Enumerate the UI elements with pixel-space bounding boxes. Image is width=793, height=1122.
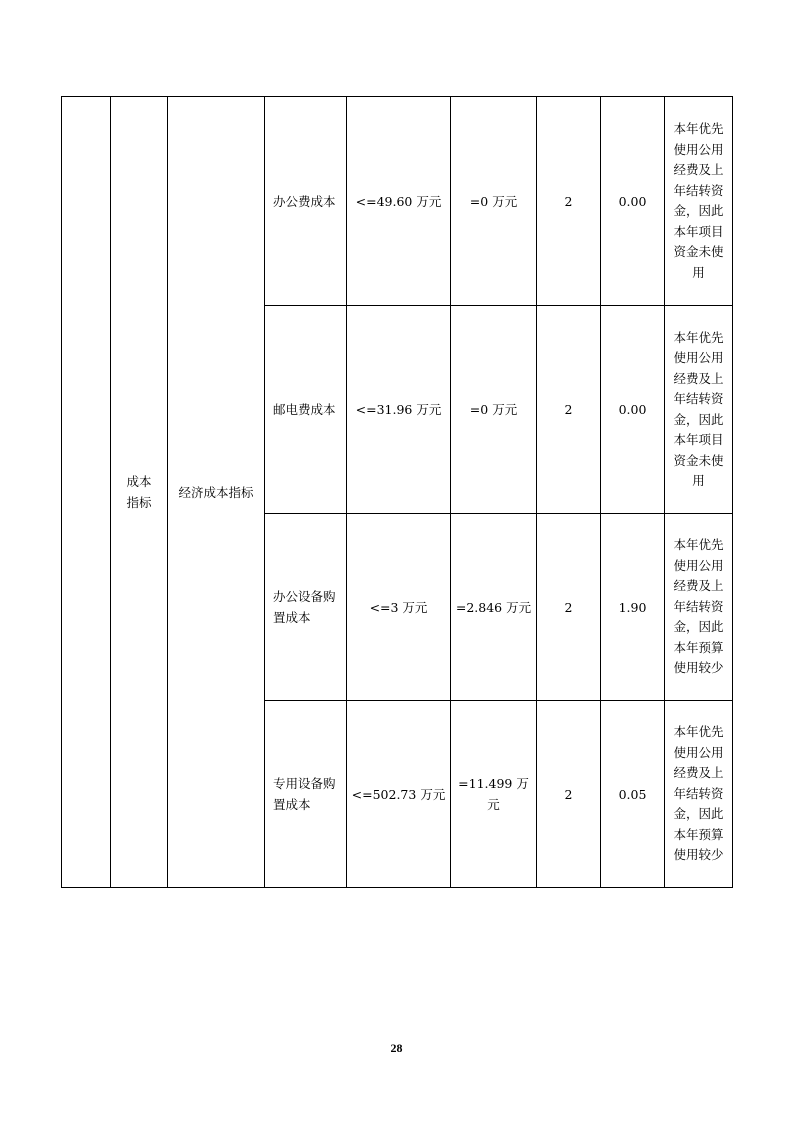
weight-cell: 2 <box>537 514 601 701</box>
indicator-cell: 邮电费成本 <box>265 306 347 514</box>
actual-value-cell: =11.499 万元 <box>451 701 537 888</box>
actual-value-cell: =0 万元 <box>451 306 537 514</box>
score-cell: 1.90 <box>601 514 665 701</box>
actual-value-cell: =2.846 万元 <box>451 514 537 701</box>
target-value-cell: <=3 万元 <box>347 514 451 701</box>
performance-indicator-table <box>61 96 733 888</box>
level-1-indicator-cell <box>62 97 111 888</box>
score-cell: 0.00 <box>601 97 665 306</box>
note-cell: 本年优先使用公用经费及上年结转资金，因此本年预算使用较少 <box>665 701 733 888</box>
table-row <box>62 97 733 306</box>
indicator-cell: 办公设备购置成本 <box>265 514 347 701</box>
target-value-cell: <=49.60 万元 <box>347 97 451 306</box>
page-number: 28 <box>390 1041 403 1055</box>
target-value-cell: <=31.96 万元 <box>347 306 451 514</box>
actual-value-cell: =0 万元 <box>451 97 537 306</box>
note-cell: 本年优先使用公用经费及上年结转资金，因此本年项目资金未使用 <box>665 306 733 514</box>
weight-cell: 2 <box>537 97 601 306</box>
weight-cell: 2 <box>537 701 601 888</box>
category-cell: 成本指标 <box>111 97 168 888</box>
target-value-cell: <=502.73 万元 <box>347 701 451 888</box>
indicator-cell: 专用设备购置成本 <box>265 701 347 888</box>
weight-cell: 2 <box>537 306 601 514</box>
subcategory-cell: 经济成本指标 <box>168 97 265 888</box>
note-cell: 本年优先使用公用经费及上年结转资金，因此本年项目资金未使用 <box>665 97 733 306</box>
note-cell: 本年优先使用公用经费及上年结转资金，因此本年预算使用较少 <box>665 514 733 701</box>
indicator-cell: 办公费成本 <box>265 97 347 306</box>
score-cell: 0.05 <box>601 701 665 888</box>
score-cell: 0.00 <box>601 306 665 514</box>
